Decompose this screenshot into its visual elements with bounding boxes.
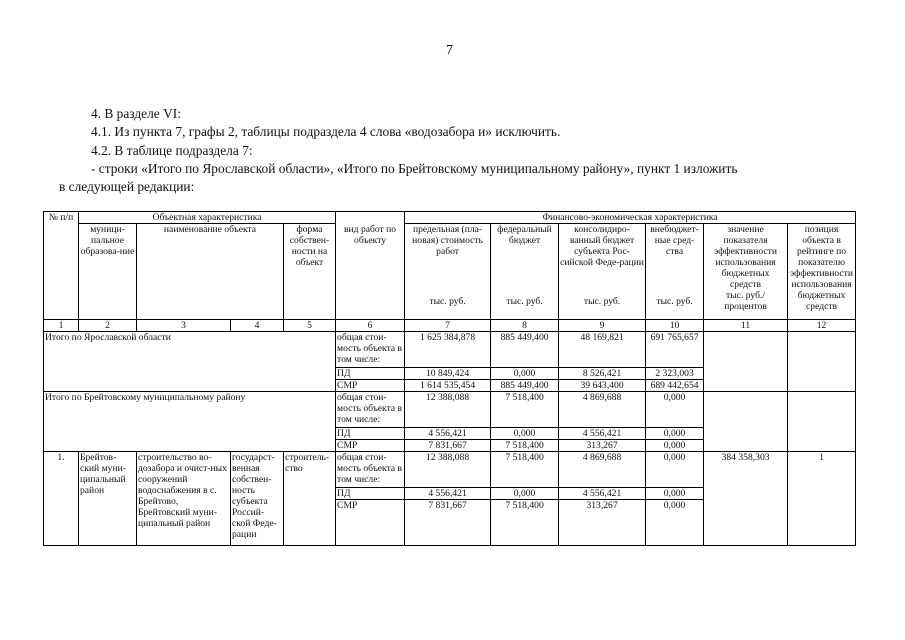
header-efficiency: значение показателя эффективности использования бюджетных средств тыс. руб./ процентов — [704, 224, 788, 320]
consolidated-value: 4 556,421 — [559, 488, 646, 500]
consolidated-value: 39 643,400 — [559, 380, 646, 392]
extrabudgetary-value: 691 765,657 — [646, 332, 704, 368]
work-total: общая стои-мость объекта в том числе: — [336, 452, 405, 488]
work-smr: СМР — [336, 500, 405, 546]
column-number: 9 — [559, 320, 646, 332]
header-object-name: наименование объекта — [137, 224, 284, 320]
column-number: 12 — [788, 320, 856, 332]
cost-value: 7 831,667 — [405, 500, 491, 546]
work-smr: СМР — [336, 440, 405, 452]
column-number: 10 — [646, 320, 704, 332]
extrabudgetary-value: 0,000 — [646, 488, 704, 500]
federal-value: 7 518,400 — [491, 452, 559, 488]
column-number: 6 — [336, 320, 405, 332]
unit-extrabudgetary: тыс. руб. — [646, 296, 704, 320]
work-pd: ПД — [336, 488, 405, 500]
consolidated-value: 313,267 — [559, 500, 646, 546]
unit-consolidated: тыс. руб. — [559, 296, 646, 320]
header-federal-budget: федеральный бюджет — [491, 224, 559, 296]
column-number: 8 — [491, 320, 559, 332]
cost-value: 4 556,421 — [405, 428, 491, 440]
item-object-name: строительство во-дозабора и очист-ных сооружений водоснабжения в с. Брейтово, Брейтовский муни-ципальный район — [137, 452, 231, 546]
header-municipality: муници-пальное образова-ние — [79, 224, 137, 320]
cost-value: 4 556,421 — [405, 488, 491, 500]
consolidated-value: 4 869,688 — [559, 452, 646, 488]
consolidated-value: 4 556,421 — [559, 428, 646, 440]
cost-value: 1 614 535,454 — [405, 380, 491, 392]
total-region-label: Итого по Ярославской области — [44, 332, 336, 392]
federal-value: 7 518,400 — [491, 440, 559, 452]
extrabudgetary-value: 0,000 — [646, 428, 704, 440]
work-smr: СМР — [336, 380, 405, 392]
item-work-type: строитель-ство — [284, 452, 336, 546]
column-number: 4 — [231, 320, 284, 332]
cost-value: 1 625 384,878 — [405, 332, 491, 368]
efficiency-value: 384 358,303 — [704, 452, 788, 546]
header-consolidated-budget: консолидиро-ванный бюджет субъекта Рос-сийской Феде-рации — [559, 224, 646, 296]
extrabudgetary-value: 0,000 — [646, 452, 704, 488]
header-cost: предельная (пла-новая) стоимость работ — [405, 224, 491, 296]
extrabudgetary-value: 0,000 — [646, 500, 704, 546]
paragraph-rows-cont: в следующей редакции: — [59, 179, 195, 194]
federal-value: 7 518,400 — [491, 500, 559, 546]
header-extrabudgetary: внебюджет-ные сред-ства — [646, 224, 704, 296]
cost-value: 12 388,088 — [405, 392, 491, 428]
paragraph-4-2: 4.2. В таблице подраздела 7: — [91, 143, 253, 158]
header-financial-characteristics: Финансово-экономическая характеристика — [405, 212, 856, 224]
work-pd: ПД — [336, 428, 405, 440]
federal-value: 885 449,400 — [491, 380, 559, 392]
federal-value: 885 449,400 — [491, 332, 559, 368]
consolidated-value: 4 869,688 — [559, 392, 646, 428]
unit-cost: тыс. руб. — [405, 296, 491, 320]
header-work-type: вид работ по объекту — [336, 224, 405, 320]
header-rating-position: позиция объекта в рейтинге по показателю эффективности использования бюджетных средств — [788, 224, 856, 320]
federal-value: 0,000 — [491, 368, 559, 380]
unit-federal: тыс. руб. — [491, 296, 559, 320]
item-ownership: государст-венная собствен-ность субъекта Россий-ской Феде-рации — [231, 452, 284, 546]
total-district-label: Итого по Брейтовскому муниципальному району — [44, 392, 336, 452]
paragraph-4-1: 4.1. Из пункта 7, графы 2, таблицы подраздела 4 слова «водозабора и» исключить. — [91, 124, 561, 139]
header-object-characteristics: Объектная характеристика — [79, 212, 336, 224]
budget-table — [43, 211, 856, 546]
column-number: 2 — [79, 320, 137, 332]
extrabudgetary-value: 2 323,003 — [646, 368, 704, 380]
table-row — [44, 332, 856, 368]
column-number: 5 — [284, 320, 336, 332]
paragraph-section: 4. В разделе VI: — [91, 106, 181, 121]
paragraph-rows: - строки «Итого по Ярославской области», «Итого по Брейтовскому муниципальному району», пункт 1 изложить — [91, 161, 738, 176]
unit-efficiency: тыс. руб./ процентов — [724, 290, 767, 312]
federal-value: 0,000 — [491, 488, 559, 500]
header-number: № п/п — [44, 212, 79, 320]
extrabudgetary-value: 0,000 — [646, 392, 704, 428]
work-total: общая стои-мость объекта в том числе: — [336, 332, 405, 368]
column-number: 1 — [44, 320, 79, 332]
consolidated-value: 313,267 — [559, 440, 646, 452]
column-number: 11 — [704, 320, 788, 332]
table-row — [44, 392, 856, 428]
column-numbers-row — [44, 320, 856, 332]
table-row — [44, 452, 856, 488]
federal-value: 0,000 — [491, 428, 559, 440]
item-number: 1. — [44, 452, 79, 546]
cost-value: 7 831,667 — [405, 440, 491, 452]
extrabudgetary-value: 0,000 — [646, 440, 704, 452]
rating-position-value: 1 — [788, 452, 856, 546]
item-municipality: Брейтов-ский муни-ципальный район — [79, 452, 137, 546]
consolidated-value: 48 169,821 — [559, 332, 646, 368]
work-total: общая стои-мость объекта в том числе: — [336, 392, 405, 428]
page-number: 7 — [446, 43, 453, 58]
column-number: 7 — [405, 320, 491, 332]
header-ownership: форма собствен-ности на объект — [284, 224, 336, 320]
column-number: 3 — [137, 320, 231, 332]
work-pd: ПД — [336, 368, 405, 380]
consolidated-value: 8 526,421 — [559, 368, 646, 380]
federal-value: 7 518,400 — [491, 392, 559, 428]
cost-value: 10 849,424 — [405, 368, 491, 380]
extrabudgetary-value: 689 442,654 — [646, 380, 704, 392]
cost-value: 12 388,088 — [405, 452, 491, 488]
